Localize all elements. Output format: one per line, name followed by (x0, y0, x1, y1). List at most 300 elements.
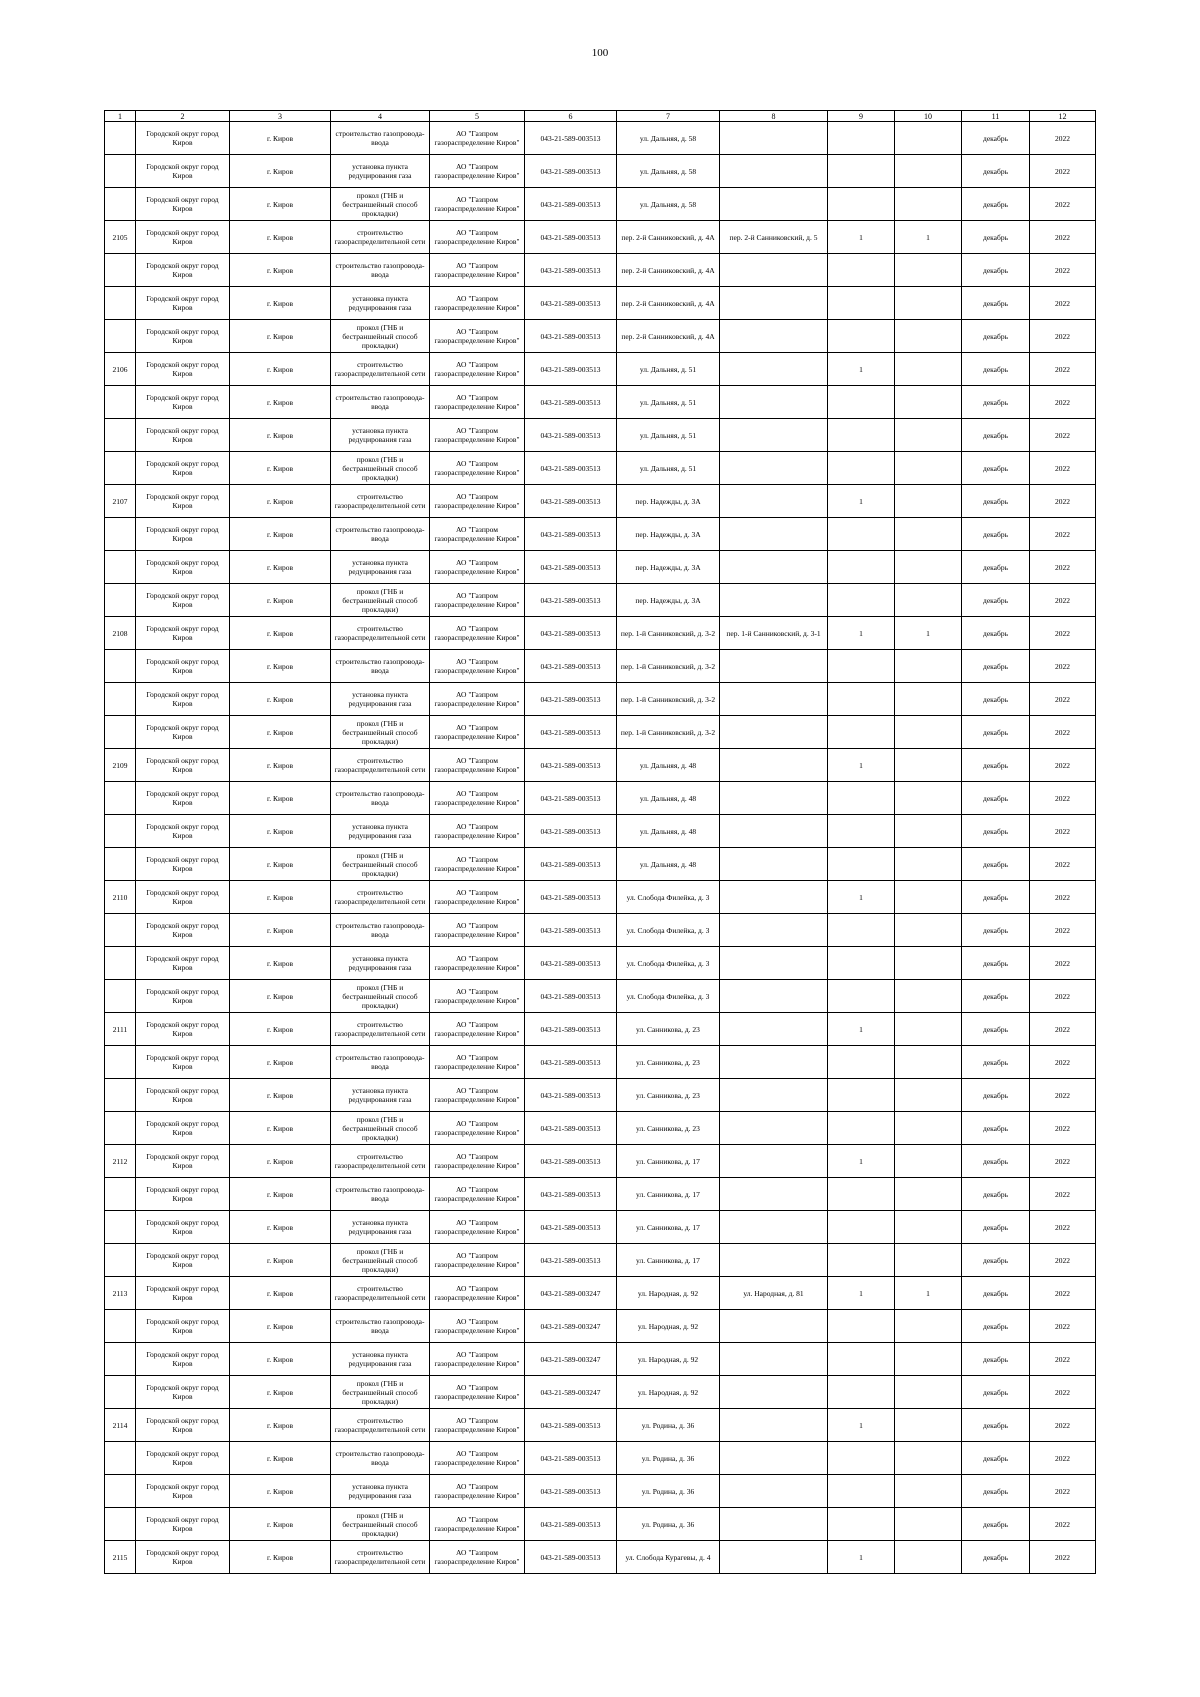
count-2-cell (895, 1508, 962, 1541)
row-number-cell (105, 584, 136, 617)
count-2-cell (895, 980, 962, 1013)
settlement-cell: г. Киров (230, 1541, 331, 1574)
row-number-cell (105, 716, 136, 749)
settlement-cell: г. Киров (230, 320, 331, 353)
organization-cell: АО "Газпром газораспределение Киров" (430, 782, 525, 815)
table-row (105, 254, 1096, 287)
document-number-cell: 043-21-589-003513 (525, 188, 617, 221)
settlement-cell: г. Киров (230, 1244, 331, 1277)
work-type-cell: строительство газопровода-ввода (331, 1046, 430, 1079)
address-2-cell (720, 1409, 828, 1442)
work-type-cell: прокол (ГНБ и бестраншейный способ прокладки) (331, 1376, 430, 1409)
count-2-cell (895, 947, 962, 980)
table-row (105, 782, 1096, 815)
row-number-cell: 2112 (105, 1145, 136, 1178)
column-header: 10 (895, 111, 962, 122)
count-2-cell (895, 1079, 962, 1112)
settlement-cell: г. Киров (230, 485, 331, 518)
settlement-cell: г. Киров (230, 1508, 331, 1541)
organization-cell: АО "Газпром газораспределение Киров" (430, 1409, 525, 1442)
address-2-cell (720, 1145, 828, 1178)
document-number-cell: 043-21-589-003513 (525, 1079, 617, 1112)
address-2-cell (720, 1343, 828, 1376)
work-type-cell: прокол (ГНБ и бестраншейный способ прокладки) (331, 584, 430, 617)
count-2-cell: 1 (895, 221, 962, 254)
table-row (105, 386, 1096, 419)
address-cell: ул. Дальняя, д. 58 (617, 155, 720, 188)
organization-cell: АО "Газпром газораспределение Киров" (430, 551, 525, 584)
month-cell: декабрь (962, 287, 1030, 320)
work-type-cell: установка пункта редуцирования газа (331, 287, 430, 320)
address-cell: ул. Народная, д. 92 (617, 1277, 720, 1310)
table-row (105, 1013, 1096, 1046)
document-number-cell: 043-21-589-003513 (525, 881, 617, 914)
address-2-cell (720, 881, 828, 914)
count-2-cell (895, 1211, 962, 1244)
address-2-cell (720, 683, 828, 716)
year-cell: 2022 (1030, 617, 1096, 650)
settlement-cell: г. Киров (230, 914, 331, 947)
row-number-cell (105, 1046, 136, 1079)
count-cell (828, 1310, 895, 1343)
address-cell: пер. 1-й Санниковский, д. 3-2 (617, 650, 720, 683)
work-type-cell: прокол (ГНБ и бестраншейный способ прокладки) (331, 1508, 430, 1541)
count-cell: 1 (828, 617, 895, 650)
work-type-cell: строительство газопровода-ввода (331, 650, 430, 683)
count-cell: 1 (828, 1541, 895, 1574)
address-cell: ул. Санникова, д. 17 (617, 1211, 720, 1244)
year-cell: 2022 (1030, 815, 1096, 848)
address-cell: ул. Слобода Филейка, д. 3 (617, 881, 720, 914)
table-row (105, 221, 1096, 254)
year-cell: 2022 (1030, 1277, 1096, 1310)
document-number-cell: 043-21-589-003513 (525, 353, 617, 386)
municipality-cell: Городской округ город Киров (136, 1310, 230, 1343)
table-row (105, 1376, 1096, 1409)
count-cell (828, 188, 895, 221)
address-cell: ул. Дальняя, д. 48 (617, 848, 720, 881)
address-cell: ул. Слобода Филейка, д. 3 (617, 947, 720, 980)
month-cell: декабрь (962, 1079, 1030, 1112)
organization-cell: АО "Газпром газораспределение Киров" (430, 221, 525, 254)
organization-cell: АО "Газпром газораспределение Киров" (430, 1211, 525, 1244)
work-type-cell: строительство газопровода-ввода (331, 254, 430, 287)
municipality-cell: Городской округ город Киров (136, 1013, 230, 1046)
organization-cell: АО "Газпром газораспределение Киров" (430, 1508, 525, 1541)
work-type-cell: установка пункта редуцирования газа (331, 815, 430, 848)
address-2-cell (720, 122, 828, 155)
year-cell: 2022 (1030, 1310, 1096, 1343)
settlement-cell: г. Киров (230, 848, 331, 881)
address-2-cell (720, 1046, 828, 1079)
table-row (105, 815, 1096, 848)
work-type-cell: строительство газораспределительной сети (331, 1541, 430, 1574)
month-cell: декабрь (962, 254, 1030, 287)
document-number-cell: 043-21-589-003513 (525, 815, 617, 848)
address-2-cell (720, 1244, 828, 1277)
row-number-cell (105, 1508, 136, 1541)
municipality-cell: Городской округ город Киров (136, 452, 230, 485)
settlement-cell: г. Киров (230, 419, 331, 452)
count-cell (828, 815, 895, 848)
address-2-cell (720, 1112, 828, 1145)
document-number-cell: 043-21-589-003513 (525, 947, 617, 980)
work-type-cell: прокол (ГНБ и бестраншейный способ прокладки) (331, 188, 430, 221)
count-2-cell (895, 1541, 962, 1574)
document-number-cell: 043-21-589-003513 (525, 980, 617, 1013)
month-cell: декабрь (962, 1145, 1030, 1178)
municipality-cell: Городской округ город Киров (136, 914, 230, 947)
organization-cell: АО "Газпром газораспределение Киров" (430, 386, 525, 419)
municipality-cell: Городской округ город Киров (136, 980, 230, 1013)
year-cell: 2022 (1030, 1475, 1096, 1508)
month-cell: декабрь (962, 1508, 1030, 1541)
month-cell: декабрь (962, 848, 1030, 881)
work-type-cell: строительство газораспределительной сети (331, 1277, 430, 1310)
count-cell (828, 1343, 895, 1376)
column-header: 2 (136, 111, 230, 122)
count-cell (828, 1211, 895, 1244)
month-cell: декабрь (962, 221, 1030, 254)
address-cell: пер. 2-й Санниковский, д. 4А (617, 287, 720, 320)
document-number-cell: 043-21-589-003513 (525, 848, 617, 881)
row-number-cell: 2107 (105, 485, 136, 518)
address-2-cell (720, 155, 828, 188)
municipality-cell: Городской округ город Киров (136, 1475, 230, 1508)
work-type-cell: установка пункта редуцирования газа (331, 1475, 430, 1508)
municipality-cell: Городской округ город Киров (136, 122, 230, 155)
address-cell: ул. Слобода Филейка, д. 3 (617, 980, 720, 1013)
settlement-cell: г. Киров (230, 287, 331, 320)
work-type-cell: строительство газораспределительной сети (331, 617, 430, 650)
settlement-cell: г. Киров (230, 518, 331, 551)
year-cell: 2022 (1030, 188, 1096, 221)
address-cell: ул. Дальняя, д. 48 (617, 782, 720, 815)
count-2-cell (895, 584, 962, 617)
row-number-cell: 2105 (105, 221, 136, 254)
municipality-cell: Городской округ город Киров (136, 683, 230, 716)
address-2-cell (720, 452, 828, 485)
count-2-cell (895, 122, 962, 155)
month-cell: декабрь (962, 1475, 1030, 1508)
address-2-cell (720, 320, 828, 353)
work-type-cell: установка пункта редуцирования газа (331, 1343, 430, 1376)
count-2-cell (895, 881, 962, 914)
work-type-cell: установка пункта редуцирования газа (331, 1211, 430, 1244)
table-row (105, 1508, 1096, 1541)
organization-cell: АО "Газпром газораспределение Киров" (430, 815, 525, 848)
document-number-cell: 043-21-589-003513 (525, 122, 617, 155)
settlement-cell: г. Киров (230, 617, 331, 650)
address-2-cell (720, 749, 828, 782)
document-number-cell: 043-21-589-003513 (525, 914, 617, 947)
municipality-cell: Городской округ город Киров (136, 1508, 230, 1541)
count-cell (828, 947, 895, 980)
year-cell: 2022 (1030, 287, 1096, 320)
address-cell: пер. 1-й Санниковский, д. 3-2 (617, 716, 720, 749)
table-row (105, 452, 1096, 485)
table-row (105, 1442, 1096, 1475)
year-cell: 2022 (1030, 1244, 1096, 1277)
organization-cell: АО "Газпром газораспределение Киров" (430, 1079, 525, 1112)
table-row (105, 881, 1096, 914)
settlement-cell: г. Киров (230, 452, 331, 485)
row-number-cell (105, 1112, 136, 1145)
year-cell: 2022 (1030, 1541, 1096, 1574)
settlement-cell: г. Киров (230, 1046, 331, 1079)
address-2-cell (720, 584, 828, 617)
municipality-cell: Городской округ город Киров (136, 1376, 230, 1409)
month-cell: декабрь (962, 320, 1030, 353)
count-2-cell (895, 749, 962, 782)
municipality-cell: Городской округ город Киров (136, 617, 230, 650)
work-type-cell: строительство газораспределительной сети (331, 881, 430, 914)
year-cell: 2022 (1030, 122, 1096, 155)
count-2-cell (895, 1013, 962, 1046)
address-cell: ул. Народная, д. 92 (617, 1310, 720, 1343)
municipality-cell: Городской округ город Киров (136, 815, 230, 848)
settlement-cell: г. Киров (230, 1376, 331, 1409)
municipality-cell: Городской округ город Киров (136, 320, 230, 353)
document-number-cell: 043-21-589-003513 (525, 683, 617, 716)
organization-cell: АО "Газпром газораспределение Киров" (430, 485, 525, 518)
organization-cell: АО "Газпром газораспределение Киров" (430, 1013, 525, 1046)
month-cell: декабрь (962, 1442, 1030, 1475)
address-cell: ул. Дальняя, д. 48 (617, 815, 720, 848)
table-row (105, 1046, 1096, 1079)
month-cell: декабрь (962, 584, 1030, 617)
settlement-cell: г. Киров (230, 1475, 331, 1508)
count-2-cell (895, 650, 962, 683)
address-2-cell (720, 1541, 828, 1574)
address-cell: ул. Родина, д. 36 (617, 1508, 720, 1541)
address-cell: пер. 2-й Санниковский, д. 4А (617, 320, 720, 353)
year-cell: 2022 (1030, 650, 1096, 683)
document-number-cell: 043-21-589-003247 (525, 1310, 617, 1343)
row-number-cell (105, 1475, 136, 1508)
work-type-cell: прокол (ГНБ и бестраншейный способ прокладки) (331, 1112, 430, 1145)
document-number-cell: 043-21-589-003513 (525, 1145, 617, 1178)
municipality-cell: Городской округ город Киров (136, 221, 230, 254)
month-cell: декабрь (962, 386, 1030, 419)
count-cell: 1 (828, 353, 895, 386)
month-cell: декабрь (962, 617, 1030, 650)
settlement-cell: г. Киров (230, 1310, 331, 1343)
settlement-cell: г. Киров (230, 881, 331, 914)
table-row (105, 1475, 1096, 1508)
address-cell: ул. Санникова, д. 23 (617, 1112, 720, 1145)
year-cell: 2022 (1030, 485, 1096, 518)
address-2-cell (720, 650, 828, 683)
work-type-cell: прокол (ГНБ и бестраншейный способ прокладки) (331, 320, 430, 353)
work-type-cell: строительство газораспределительной сети (331, 1013, 430, 1046)
municipality-cell: Городской округ город Киров (136, 155, 230, 188)
work-type-cell: строительство газораспределительной сети (331, 1145, 430, 1178)
table-row (105, 353, 1096, 386)
year-cell: 2022 (1030, 386, 1096, 419)
address-cell: пер. 1-й Санниковский, д. 3-2 (617, 683, 720, 716)
work-type-cell: установка пункта редуцирования газа (331, 1079, 430, 1112)
month-cell: декабрь (962, 353, 1030, 386)
work-type-cell: строительство газопровода-ввода (331, 1442, 430, 1475)
count-2-cell (895, 1112, 962, 1145)
count-cell (828, 848, 895, 881)
document-number-cell: 043-21-589-003513 (525, 716, 617, 749)
settlement-cell: г. Киров (230, 1277, 331, 1310)
municipality-cell: Городской округ город Киров (136, 1343, 230, 1376)
organization-cell: АО "Газпром газораспределение Киров" (430, 1475, 525, 1508)
municipality-cell: Городской округ город Киров (136, 1244, 230, 1277)
settlement-cell: г. Киров (230, 1343, 331, 1376)
document-number-cell: 043-21-589-003513 (525, 1211, 617, 1244)
municipality-cell: Городской округ город Киров (136, 1409, 230, 1442)
document-number-cell: 043-21-589-003513 (525, 650, 617, 683)
column-header: 8 (720, 111, 828, 122)
municipality-cell: Городской округ город Киров (136, 848, 230, 881)
work-type-cell: строительство газораспределительной сети (331, 353, 430, 386)
settlement-cell: г. Киров (230, 749, 331, 782)
table-row (105, 1541, 1096, 1574)
table-row (105, 1244, 1096, 1277)
month-cell: декабрь (962, 650, 1030, 683)
count-2-cell (895, 287, 962, 320)
settlement-cell: г. Киров (230, 551, 331, 584)
organization-cell: АО "Газпром газораспределение Киров" (430, 914, 525, 947)
address-2-cell (720, 848, 828, 881)
count-cell: 1 (828, 485, 895, 518)
month-cell: декабрь (962, 1310, 1030, 1343)
table-row (105, 716, 1096, 749)
column-header: 9 (828, 111, 895, 122)
address-cell: пер. Надежды, д. 3А (617, 584, 720, 617)
year-cell: 2022 (1030, 683, 1096, 716)
count-2-cell (895, 782, 962, 815)
document-number-cell: 043-21-589-003513 (525, 617, 617, 650)
row-number-cell (105, 1079, 136, 1112)
count-cell: 1 (828, 1277, 895, 1310)
table-row (105, 617, 1096, 650)
row-number-cell (105, 1376, 136, 1409)
month-cell: декабрь (962, 1244, 1030, 1277)
organization-cell: АО "Газпром газораспределение Киров" (430, 1046, 525, 1079)
count-2-cell (895, 1475, 962, 1508)
count-2-cell (895, 815, 962, 848)
settlement-cell: г. Киров (230, 353, 331, 386)
settlement-cell: г. Киров (230, 947, 331, 980)
count-2-cell (895, 1244, 962, 1277)
address-2-cell (720, 1013, 828, 1046)
address-2-cell (720, 1211, 828, 1244)
count-2-cell (895, 1310, 962, 1343)
settlement-cell: г. Киров (230, 650, 331, 683)
table-row (105, 1112, 1096, 1145)
work-type-cell: прокол (ГНБ и бестраншейный способ прокладки) (331, 1244, 430, 1277)
address-cell: ул. Санникова, д. 23 (617, 1013, 720, 1046)
address-cell: ул. Родина, д. 36 (617, 1442, 720, 1475)
row-number-cell: 2111 (105, 1013, 136, 1046)
count-2-cell (895, 188, 962, 221)
document-number-cell: 043-21-589-003513 (525, 452, 617, 485)
month-cell: декабрь (962, 1541, 1030, 1574)
month-cell: декабрь (962, 155, 1030, 188)
month-cell: декабрь (962, 1409, 1030, 1442)
month-cell: декабрь (962, 122, 1030, 155)
settlement-cell: г. Киров (230, 716, 331, 749)
work-type-cell: строительство газораспределительной сети (331, 221, 430, 254)
column-header: 11 (962, 111, 1030, 122)
settlement-cell: г. Киров (230, 1145, 331, 1178)
address-2-cell (720, 1508, 828, 1541)
municipality-cell: Городской округ город Киров (136, 353, 230, 386)
row-number-cell (105, 947, 136, 980)
address-2-cell (720, 485, 828, 518)
count-cell (828, 254, 895, 287)
year-cell: 2022 (1030, 1508, 1096, 1541)
organization-cell: АО "Газпром газораспределение Киров" (430, 1178, 525, 1211)
address-2-cell: пер. 2-й Санниковский, д. 5 (720, 221, 828, 254)
document-number-cell: 043-21-589-003247 (525, 1343, 617, 1376)
table-row (105, 155, 1096, 188)
count-2-cell: 1 (895, 1277, 962, 1310)
count-2-cell (895, 1046, 962, 1079)
year-cell: 2022 (1030, 452, 1096, 485)
month-cell: декабрь (962, 1112, 1030, 1145)
organization-cell: АО "Газпром газораспределение Киров" (430, 254, 525, 287)
month-cell: декабрь (962, 881, 1030, 914)
row-number-cell (105, 683, 136, 716)
count-cell (828, 1046, 895, 1079)
count-2-cell (895, 452, 962, 485)
municipality-cell: Городской округ город Киров (136, 386, 230, 419)
address-cell: ул. Слобода Филейка, д. 3 (617, 914, 720, 947)
year-cell: 2022 (1030, 1211, 1096, 1244)
row-number-cell: 2114 (105, 1409, 136, 1442)
work-type-cell: строительство газопровода-ввода (331, 782, 430, 815)
count-cell (828, 155, 895, 188)
month-cell: декабрь (962, 749, 1030, 782)
count-cell (828, 683, 895, 716)
organization-cell: АО "Газпром газораспределение Киров" (430, 650, 525, 683)
table-row (105, 122, 1096, 155)
count-2-cell (895, 254, 962, 287)
settlement-cell: г. Киров (230, 221, 331, 254)
table-row (105, 485, 1096, 518)
address-2-cell (720, 1376, 828, 1409)
row-number-cell (105, 518, 136, 551)
document-number-cell: 043-21-589-003513 (525, 1112, 617, 1145)
table-row (105, 650, 1096, 683)
address-2-cell (720, 716, 828, 749)
count-cell (828, 1508, 895, 1541)
settlement-cell: г. Киров (230, 1211, 331, 1244)
municipality-cell: Городской округ город Киров (136, 782, 230, 815)
organization-cell: АО "Газпром газораспределение Киров" (430, 1277, 525, 1310)
document-number-cell: 043-21-589-003513 (525, 419, 617, 452)
table-row (105, 1178, 1096, 1211)
document-number-cell: 043-21-589-003513 (525, 1508, 617, 1541)
count-2-cell (895, 1376, 962, 1409)
row-number-cell (105, 1244, 136, 1277)
document-number-cell: 043-21-589-003513 (525, 749, 617, 782)
address-2-cell (720, 782, 828, 815)
work-type-cell: установка пункта редуцирования газа (331, 551, 430, 584)
document-number-cell: 043-21-589-003513 (525, 1046, 617, 1079)
year-cell: 2022 (1030, 320, 1096, 353)
row-number-cell (105, 254, 136, 287)
count-2-cell (895, 485, 962, 518)
municipality-cell: Городской округ город Киров (136, 287, 230, 320)
municipality-cell: Городской округ город Киров (136, 749, 230, 782)
